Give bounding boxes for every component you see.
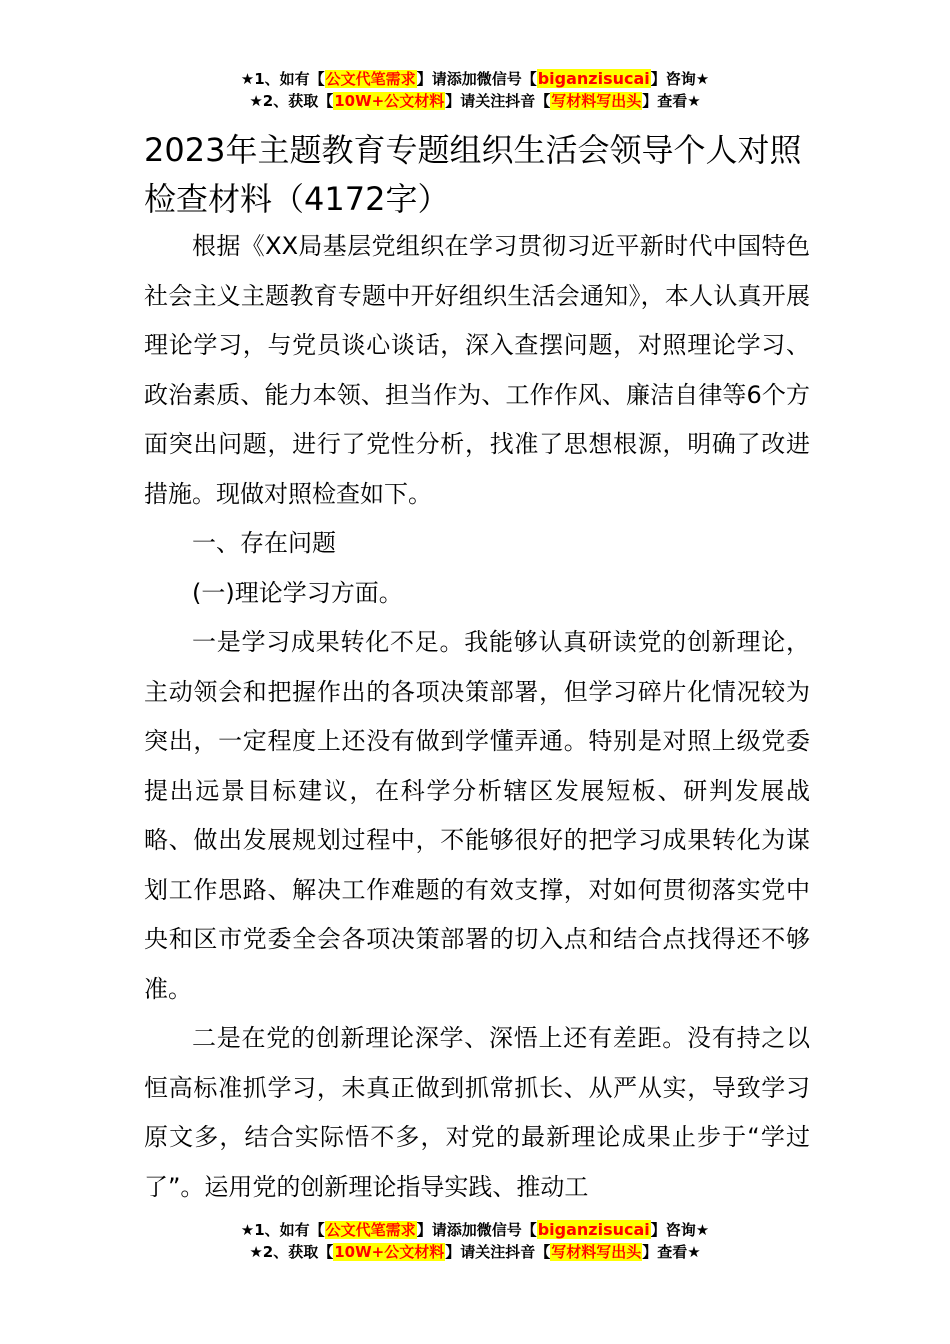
banner-line-1 [0,68,950,90]
banner-text: 】请添加微信号【 [416,70,537,88]
banner-text: 】请关注抖音【 [445,92,551,110]
highlight-wechat-id: biganzisucai [537,69,650,88]
highlight-douyin: 写材料写出头 [551,92,642,110]
banner-text: 】请关注抖音【 [445,1243,551,1261]
paragraph-point-2: 二是在党的创新理论深学、深悟上还有差距。没有持之以恒高标准抓学习，未真正做到抓常抓长、从严从实，导致学习原文多，结合实际悟不多，对党的最新理论成果止步于“学过了”。运用党的创新理论指导实践、推动工 [144,1024,810,1201]
banner-text: 】请添加微信号【 [416,1221,537,1239]
highlight-materials: 10W+公文材料 [334,92,445,110]
banner-text: ★2、获取【 [249,92,334,110]
paragraph-point-1: 一是学习成果转化不足。我能够认真研读党的创新理论，主动领会和把握作出的各项决策部署，但学习碎片化情况较为突出，一定程度上还没有做到学懂弄通。特别是对照上级党委提出远景目标建议，在科学分析辖区发展短板、研判发展战略、做出发展规划过程中，不能够很好的把学习成果转化为谋划工作思路、解决工作难题的有效支撑，对如何贯彻落实党中央和区市党委全会各项决策部署的切入点和结合点找得还不够准。 [144,628,810,1003]
highlight-wechat-id: biganzisucai [537,1220,650,1239]
document-title: 2023年主题教育专题组织生活会领导个人对照检查材料（4172字） [144,131,802,218]
banner-text: 】咨询★ [650,70,710,88]
banner-line-1 [0,1219,950,1241]
document-body [144,222,810,1212]
bottom-banner [0,1219,950,1263]
heading-problems: 一、存在问题 [192,529,336,557]
banner-line-2 [0,1241,950,1263]
highlight-service: 公文代笔需求 [325,70,416,88]
banner-line-2 [0,90,950,112]
banner-text: 】查看★ [642,92,701,110]
highlight-douyin: 写材料写出头 [551,1243,642,1261]
banner-text: ★2、获取【 [249,1243,334,1261]
highlight-materials: 10W+公文材料 [334,1243,445,1261]
banner-text: ★1、如有【 [240,1221,325,1239]
paragraph-intro: 根据《XX局基层党组织在学习贯彻习近平新时代中国特色社会主义主题教育专题中开好组织生活会通知》，本人认真开展理论学习，与党员谈心谈话，深入查摆问题，对照理论学习、政治素质、能力本领、担当作为、工作作风、廉洁自律等6个方面突出问题，进行了党性分析，找准了思想根源，明确了改进措施。现做对照检查如下。 [144,232,810,508]
subheading-theory: (一)理论学习方面。 [192,578,403,607]
highlight-service: 公文代笔需求 [325,1221,416,1239]
banner-text: 】咨询★ [650,1221,710,1239]
top-banner [0,68,950,112]
banner-text: ★1、如有【 [240,70,325,88]
banner-text: 】查看★ [642,1243,701,1261]
